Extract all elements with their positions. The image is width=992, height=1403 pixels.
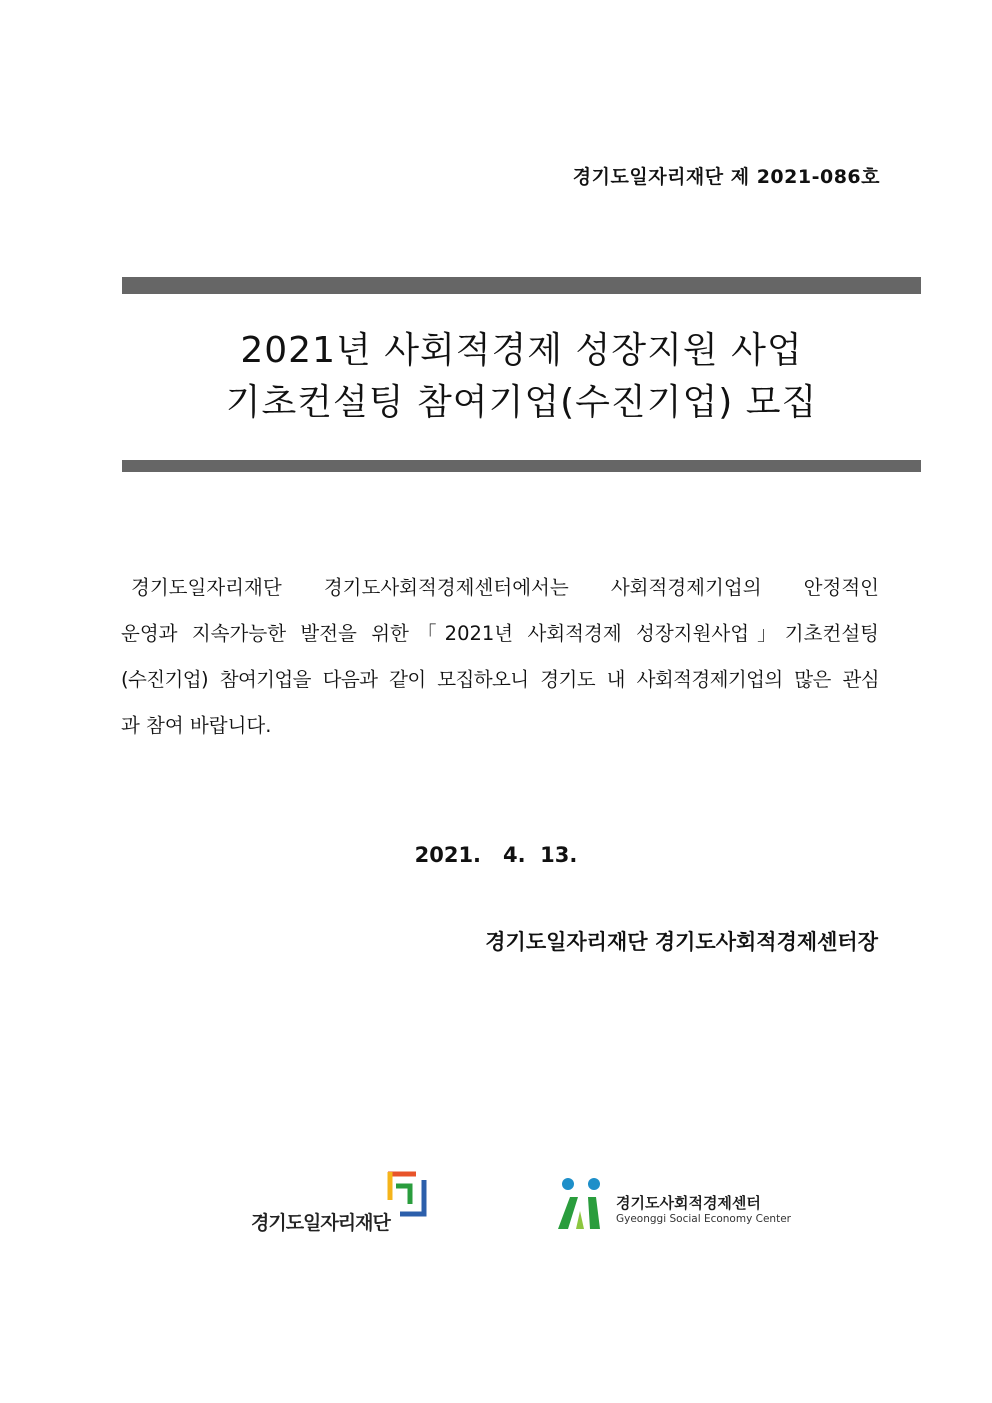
people-icon	[550, 1175, 610, 1235]
issue-date: 2021. 4. 13.	[414, 843, 578, 867]
title-bottom-rule	[122, 460, 921, 472]
gsec-name-english: Gyeonggi Social Economy Center	[616, 1213, 791, 1225]
document-title	[122, 325, 921, 429]
body-paragraph	[121, 565, 879, 749]
body-line-1: 경기도일자리재단 경기도사회적경제센터에서는 사회적경제기업의 안정적인	[131, 576, 879, 599]
document-number: 경기도일자리재단 제 2021-086호	[572, 166, 880, 188]
gsec-name-korean: 경기도사회적경제센터	[616, 1194, 761, 1212]
body-line-2: 운영과 지속가능한 발전을 위한「2021년 사회적경제 성장지원사업」기초컨설팅	[121, 622, 879, 645]
title-top-rule	[122, 277, 921, 294]
signer: 경기도일자리재단 경기도사회적경제센터장	[485, 930, 878, 954]
gsec-logo	[550, 1175, 790, 1235]
gjf-wordmark: 경기도일자리재단	[251, 1212, 390, 1234]
gjf-emblem-icon	[386, 1170, 430, 1220]
gjf-logo	[246, 1168, 436, 1238]
title-line-1: 2021년 사회적경제 성장지원 사업	[240, 330, 803, 371]
body-line-4: 과 참여 바랍니다.	[121, 714, 272, 737]
title-line-2: 기초컨설팅 참여기업(수진기업) 모집	[225, 382, 818, 423]
body-line-3: (수진기업) 참여기업을 다음과 같이 모집하오니 경기도 내 사회적경제기업의 많은 관심	[121, 668, 879, 691]
